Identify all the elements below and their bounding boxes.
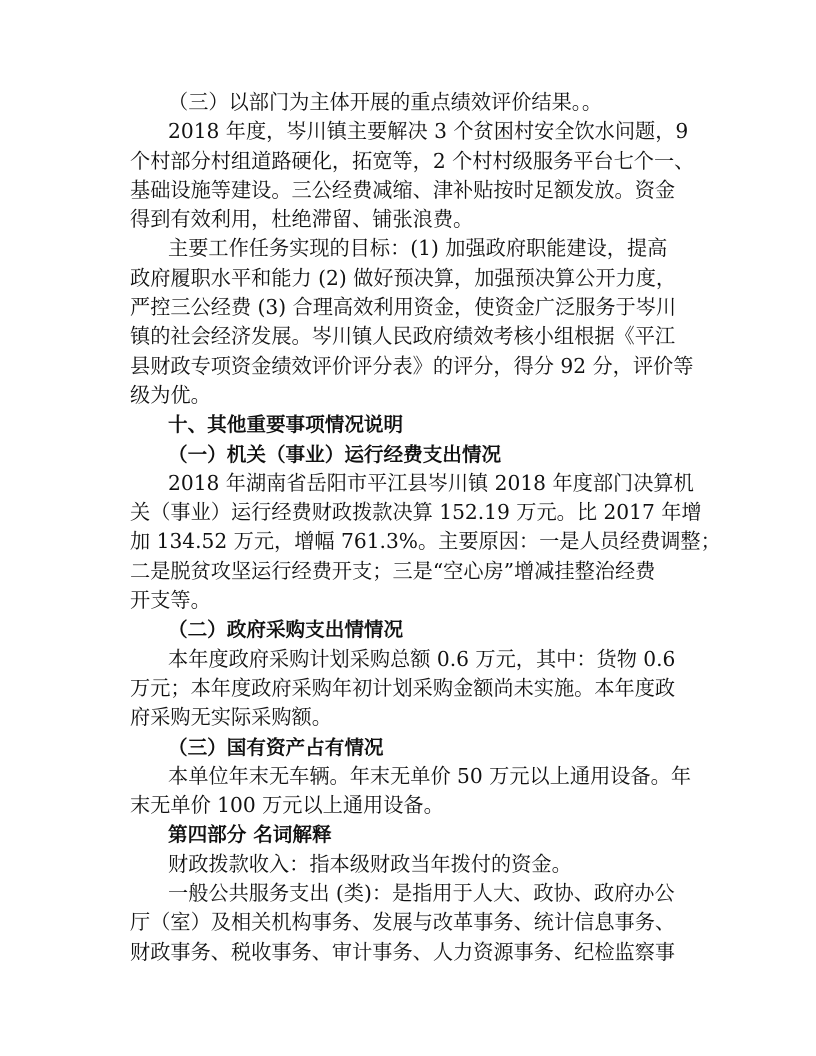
section-heading: （二）政府采购支出情情况	[168, 618, 404, 642]
body-text-line: 财政事务、税收事务、审计事务、人力资源事务、纪检监察事	[130, 939, 676, 964]
section-heading: （三）国有资产占有情况	[168, 735, 384, 759]
body-text-line: 府采购无实际采购额。	[130, 705, 332, 730]
body-text-line: 主要工作任务实现的目标：(1) 加强政府职能建设，提高	[168, 236, 668, 261]
body-text-line: 本年度政府采购计划采购总额 0.6 万元，其中：货物 0.6	[168, 646, 676, 671]
body-text-line: 级为优。	[130, 382, 211, 407]
section-heading: 十、其他重要事项情况说明	[168, 413, 404, 437]
body-text-line: 厅（室）及相关机构事务、发展与改革事务、统计信息事务、	[130, 910, 676, 935]
section-heading: 第四部分 名词解释	[168, 823, 332, 847]
body-text-line: 2018 年度，岑川镇主要解决 3 个贫困村安全饮水问题，9	[168, 119, 689, 144]
body-text-line: 关（事业）运行经费财政拨款决算 152.19 万元。比 2017 年增	[130, 500, 702, 525]
section-heading: （一）机关（事业）运行经费支出情况	[168, 442, 502, 466]
body-text-line: 末无单价 100 万元以上通用设备。	[130, 793, 444, 818]
body-text-line: 镇的社会经济发展。岑川镇人民政府绩效考核小组根据《平江	[130, 324, 676, 349]
body-text-line: 个村部分村组道路硬化，拓宽等，2 个村村级服务平台七个一、	[130, 148, 695, 173]
body-text-line: 2018 年湖南省岳阳市平江县岑川镇 2018 年度部门决算机	[168, 470, 694, 495]
body-text-line: 县财政专项资金绩效评价评分表》的评分，得分 92 分，评价等	[130, 353, 694, 378]
body-text-line: 得到有效利用，杜绝滞留、铺张浪费。	[130, 207, 474, 232]
body-text-line: 基础设施等建设。三公经费减缩、津补贴按时足额发放。资金	[130, 177, 676, 202]
body-text-line: 一般公共服务支出 (类)：是指用于人大、政协、政府办公	[168, 881, 675, 906]
body-text-line: 开支等。	[130, 588, 211, 613]
body-text-line: 二是脱贫攻坚运行经费开支；三是“空心房”增减挂整治经费	[130, 558, 656, 583]
body-text-line: 政府履职水平和能力 (2) 做好预决算，加强预决算公开力度，	[130, 265, 677, 290]
body-text-line: 财政拨款收入：指本级财政当年拨付的资金。	[168, 851, 572, 876]
body-text-line: 万元；本年度政府采购年初计划采购金额尚未实施。本年度政	[130, 675, 676, 700]
body-text-line: 加 134.52 万元，增幅 761.3%。主要原因：一是人员经费调整；	[130, 529, 721, 554]
body-text-line: 严控三公经费 (3) 合理高效利用资金，使资金广泛服务于岑川	[130, 295, 677, 320]
document-body	[130, 88, 721, 967]
body-text-line: 本单位年末无车辆。年末无单价 50 万元以上通用设备。年	[168, 763, 692, 788]
body-text-line: （三）以部门为主体开展的重点绩效评价结果。。	[168, 90, 603, 114]
